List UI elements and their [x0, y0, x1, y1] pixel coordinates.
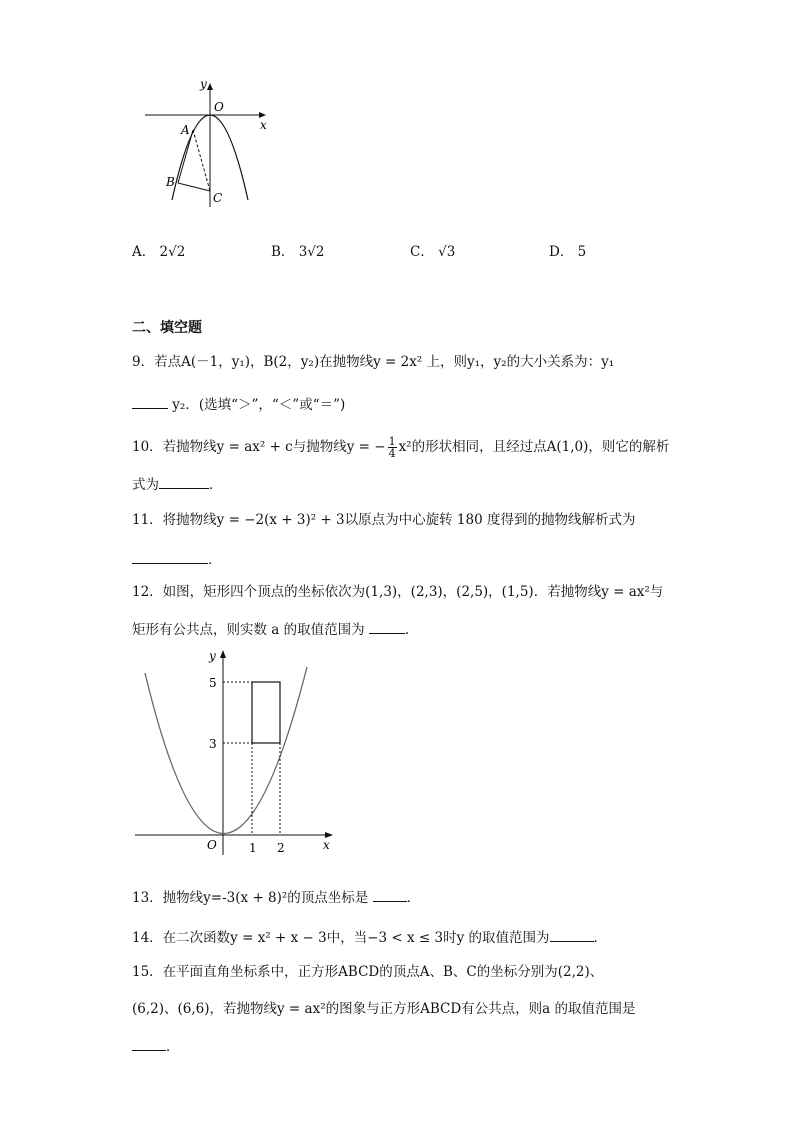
fig2-tick-y3: 3 — [209, 737, 217, 751]
q15-line2: (6,2)、(6,6)，若抛物线y = ax²的图象与正方形ABCD有公共点，则a 的取值范围是 — [132, 1001, 636, 1017]
q12-line2 — [132, 619, 418, 639]
q11-blank[interactable] — [132, 549, 208, 564]
q11-line2 — [132, 549, 222, 569]
fig1-label-y: y — [200, 77, 207, 91]
option-b-label: B． — [271, 244, 295, 260]
q10-line2-text: 式为 — [132, 477, 159, 493]
option-c-label: C． — [410, 244, 434, 260]
fig1-label-c: C — [213, 191, 223, 205]
figure-parabola-rectangle — [135, 645, 340, 855]
option-b-value: 3√2 — [298, 244, 325, 260]
q10-line1 — [132, 436, 669, 459]
fig2-rectangle — [252, 682, 280, 743]
q10-blank[interactable] — [159, 474, 209, 489]
q13-blank[interactable] — [373, 887, 407, 902]
fig1-label-x: x — [260, 118, 267, 132]
option-a-label: A． — [132, 244, 156, 260]
section-title: 二、填空题 — [132, 320, 202, 336]
option-d-value: 5 — [577, 244, 587, 260]
q9-line2 — [132, 394, 345, 414]
q11-line1: 11．将抛物线y = −2(x + 3)² + 3以原点为中心旋转 180 度得到的抛物线解析式为 — [132, 512, 636, 528]
fig2-parabola — [145, 667, 307, 834]
q13-end: ． — [406, 890, 421, 906]
option-d-label: D． — [549, 244, 574, 260]
q9-line1: 9．若点A(－1，y₁)，B(2，y₂)在抛物线y = 2x² 上，则y₁，y₂的大小关系为：y₁ — [132, 354, 615, 370]
q10-line2-end: ． — [209, 477, 223, 493]
q14-end: ． — [593, 930, 608, 946]
fig2-tick-x2: 2 — [277, 841, 285, 855]
fig1-segment-bc — [178, 183, 210, 191]
fig2-label-o: O — [207, 838, 217, 852]
fig1-y-arrow — [207, 83, 213, 90]
option-a-value: 2√2 — [159, 244, 186, 260]
fig1-segment-ab — [178, 130, 193, 183]
q14-blank[interactable] — [550, 927, 594, 942]
q10-part1: 10．若抛物线y = ax² + c与抛物线y = − — [132, 439, 386, 455]
q15-line3 — [132, 1036, 180, 1056]
fig2-label-x: x — [323, 838, 330, 852]
fig1-label-b: B — [166, 175, 175, 189]
q15-line1: 15．在平面直角坐标系中，正方形ABCD的顶点A、B、C的坐标分别为(2,2)、 — [132, 964, 604, 980]
figure-parabola-triangle — [140, 75, 280, 210]
q10-line2 — [132, 474, 223, 494]
q13-line1 — [132, 887, 420, 907]
option-a — [132, 240, 185, 260]
q15-blank[interactable] — [132, 1036, 166, 1051]
option-d — [549, 240, 586, 260]
option-b — [271, 240, 325, 260]
q9-blank[interactable] — [132, 394, 168, 409]
option-c — [410, 240, 455, 260]
q12-line2-end: ． — [404, 622, 419, 638]
q10-part2: x²的形状相同，且经过点A(1,0)，则它的解析 — [398, 439, 670, 455]
q10-fraction — [388, 436, 397, 459]
fig2-tick-x1: 1 — [249, 841, 257, 855]
fig1-label-a: A — [181, 123, 190, 137]
fig2-label-y: y — [209, 649, 216, 663]
q10-frac-num: 1 — [388, 435, 396, 448]
q9-line2-text: y₂．(选填“＞”，“＜”或“＝”) — [172, 397, 346, 413]
q12-line2-text: 矩形有公共点，则实数 a 的取值范围为 — [132, 622, 365, 638]
fig2-y-arrow — [220, 650, 226, 658]
option-c-value: √3 — [438, 244, 456, 260]
q12-line1: 12．如图，矩形四个顶点的坐标依次为(1,3)，(2,3)，(2,5)，(1,5)．若抛物线y = ax²与 — [132, 584, 664, 600]
fig1-segment-ac — [193, 130, 210, 191]
q13-text: 13．抛物线y=-3(x + 8)²的顶点坐标是 — [132, 890, 369, 906]
fig1-label-o: O — [214, 100, 224, 114]
fig2-tick-y5: 5 — [209, 676, 217, 690]
q14-text: 14．在二次函数y = x² + x − 3中，当−3 < x ≤ 3时y 的取值范围为 — [132, 930, 550, 946]
q14-line1 — [132, 927, 607, 947]
q12-blank[interactable] — [369, 619, 405, 634]
q11-line2-end: ． — [208, 552, 222, 568]
q15-end: ． — [166, 1039, 180, 1055]
q10-frac-den: 4 — [388, 447, 396, 460]
